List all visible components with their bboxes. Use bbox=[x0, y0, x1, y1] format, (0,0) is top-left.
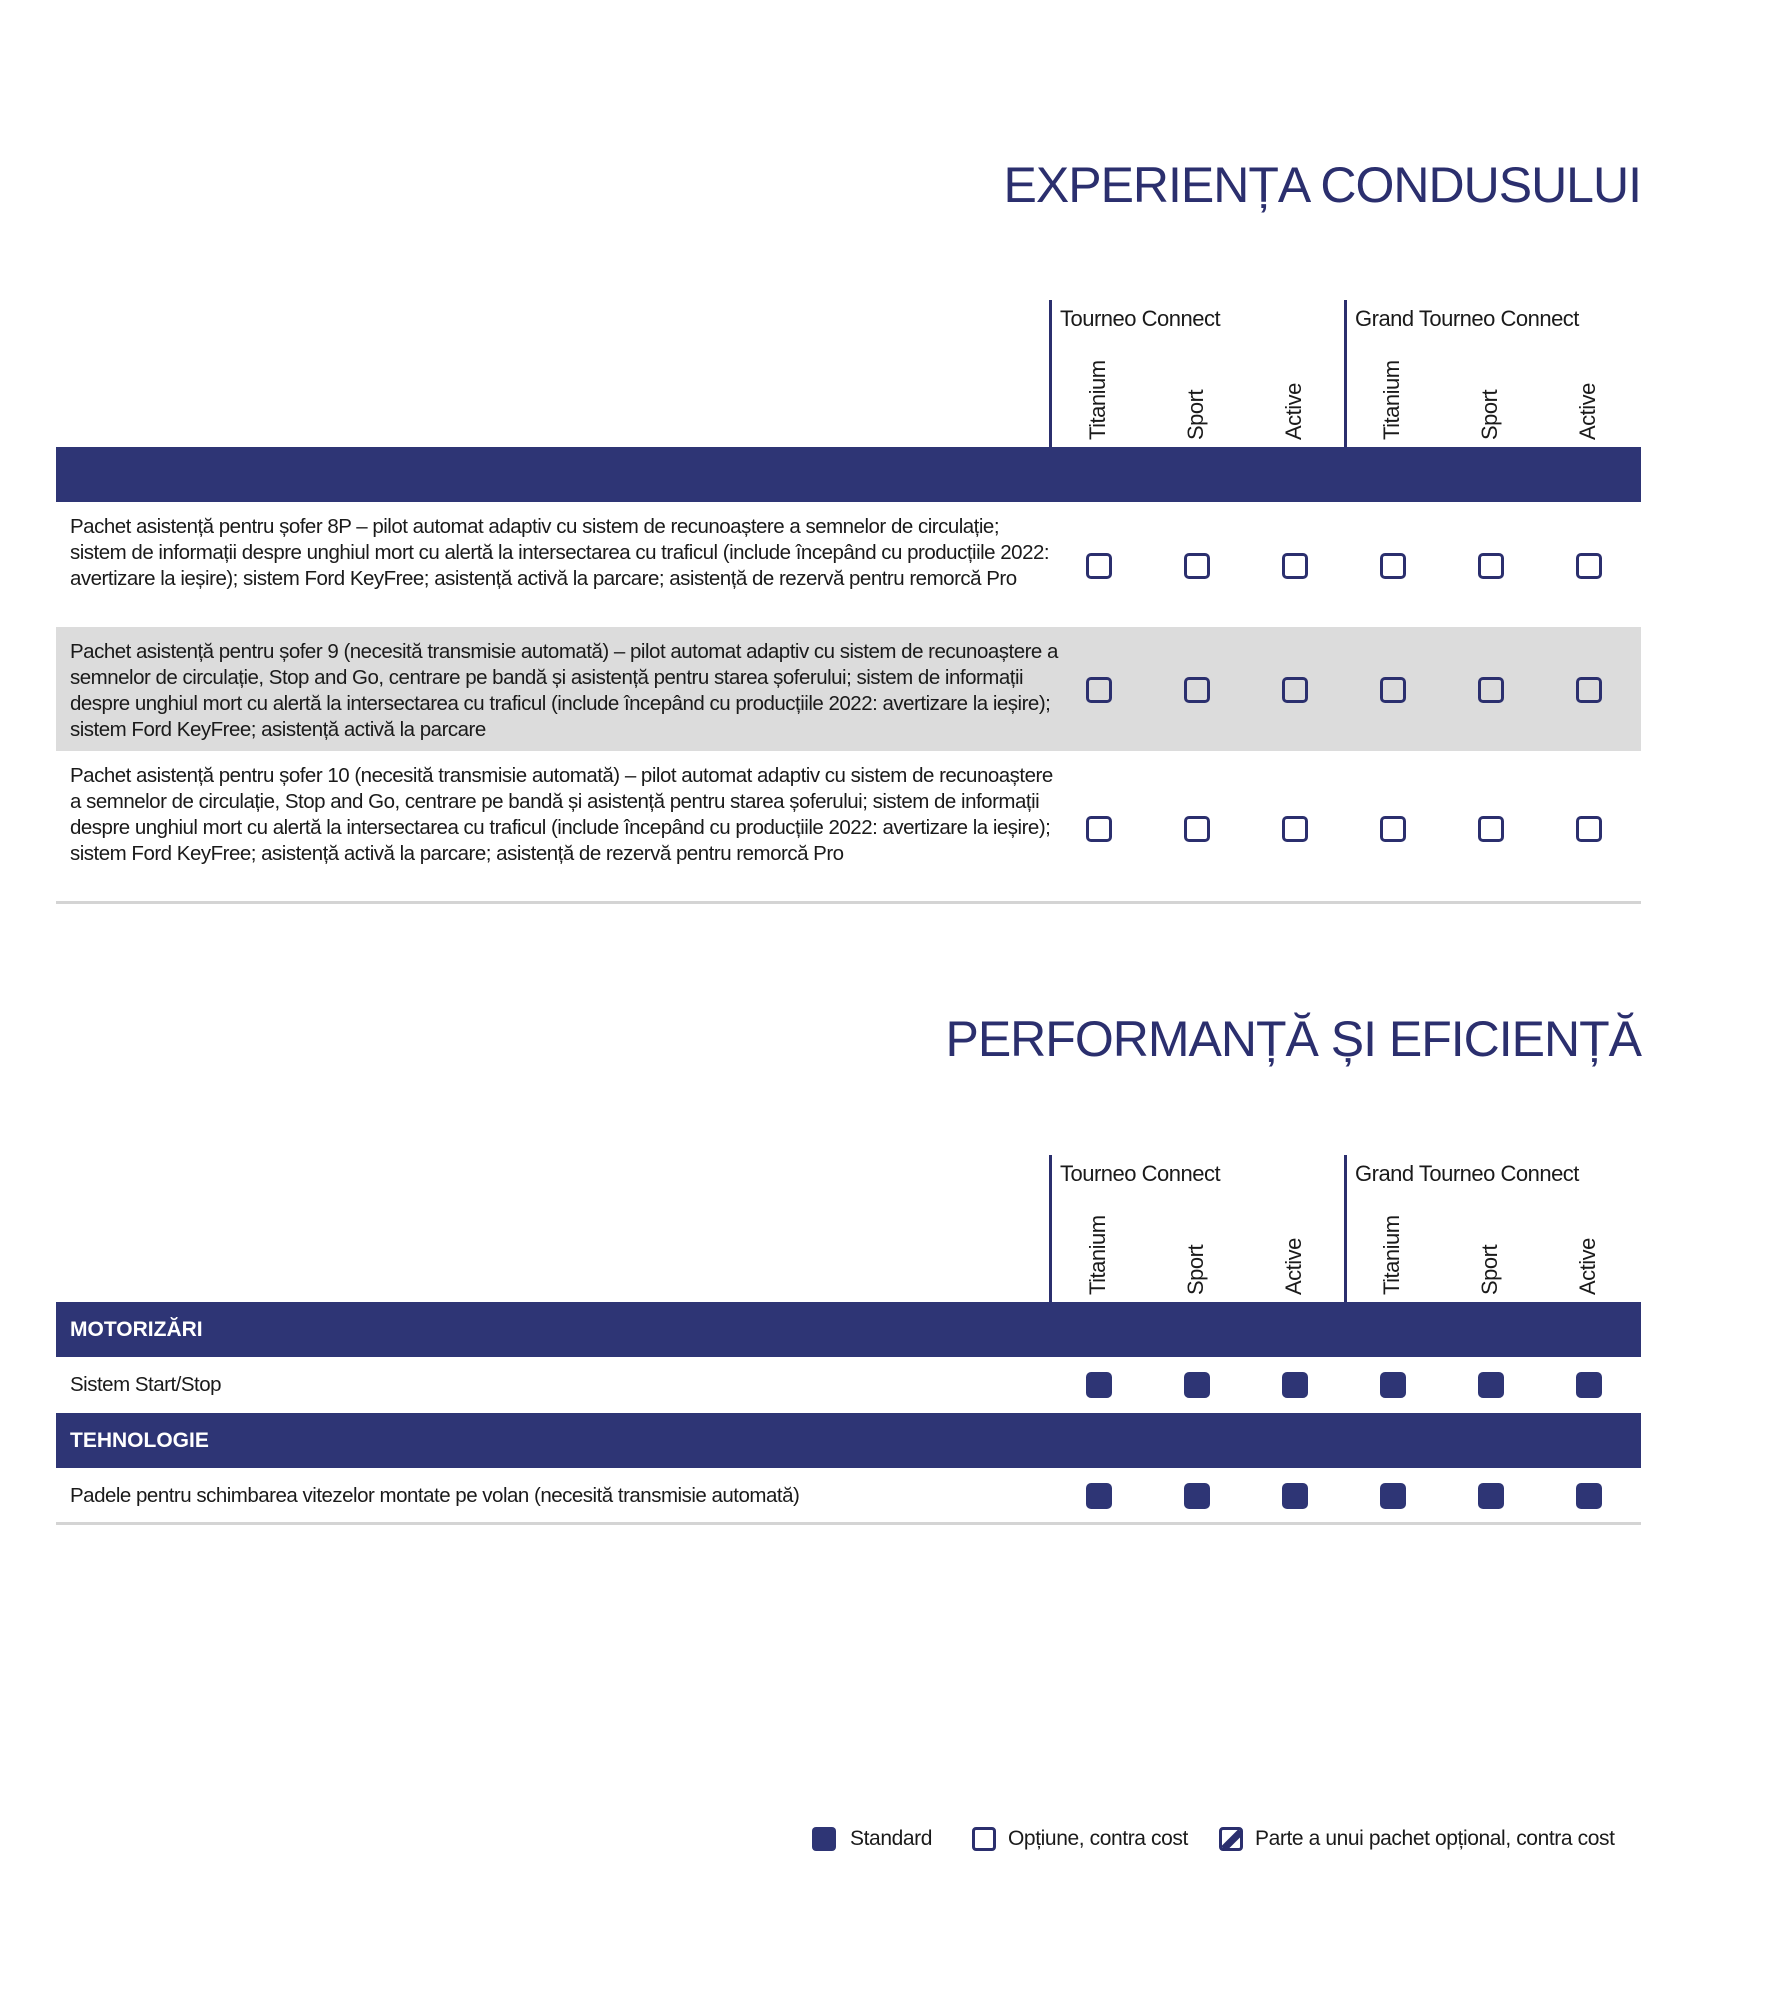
group-divider bbox=[1344, 1155, 1347, 1302]
group-divider bbox=[1049, 1155, 1052, 1302]
standard-mark-icon bbox=[1184, 1372, 1210, 1398]
group-grand-tourneo-connect: Grand Tourneo Connect bbox=[1355, 1161, 1579, 1186]
category-bar bbox=[56, 447, 1641, 502]
option-mark-icon bbox=[1086, 553, 1112, 579]
row-description: Pachet asistență pentru șofer 10 (necesită transmisie automată) – pilot automat adaptiv cu sistem de recunoaștere a semnelor de circulație, Stop and Go, centrare pe bandă și asistență pentru starea șoferului; sistem de informații despre unghiul mort cu alertă la intersectarea cu traficul (include începând cu producțiile 2022: avertizare la ieșire); sistem Ford KeyFree; asistență activă la parcare; asistență de rezervă pentru remorcă Pro bbox=[70, 764, 1053, 865]
option-mark-icon bbox=[1184, 816, 1210, 842]
variant-titanium: Titanium bbox=[1379, 1215, 1404, 1295]
group-tourneo-connect: Tourneo Connect bbox=[1060, 306, 1221, 331]
variant-titanium: Titanium bbox=[1379, 360, 1404, 440]
category-bar-engines: MOTORIZĂRI bbox=[56, 1302, 1641, 1357]
option-mark-icon bbox=[1086, 816, 1112, 842]
section-title-performance: PERFORMANȚĂ ȘI EFICIENȚĂ bbox=[945, 1011, 1641, 1067]
standard-mark-icon bbox=[1282, 1483, 1308, 1509]
option-mark-icon bbox=[1282, 816, 1308, 842]
category-bar-technology: TEHNOLOGIE bbox=[56, 1413, 1641, 1468]
option-mark-icon bbox=[1576, 816, 1602, 842]
option-mark-icon bbox=[1380, 816, 1406, 842]
option-mark-icon bbox=[1184, 677, 1210, 703]
option-mark-icon bbox=[1380, 553, 1406, 579]
standard-mark-icon bbox=[1086, 1483, 1112, 1509]
group-grand-tourneo-connect: Grand Tourneo Connect bbox=[1355, 306, 1579, 331]
row-description: Pachet asistență pentru șofer 9 (necesită transmisie automată) – pilot automat adaptiv cu sistem de recunoaștere a semnelor de circulație, Stop and Go, centrare pe bandă și asistență pentru starea șoferului; sistem de informații despre unghiul mort cu alertă la intersectarea cu traficul (include începând cu producțiile 2022: avertizare la ieșire); sistem Ford KeyFree; asistență activă la parcare bbox=[70, 640, 1058, 741]
row-description: Sistem Start/Stop bbox=[70, 1373, 222, 1396]
option-mark-icon bbox=[1478, 816, 1504, 842]
option-mark-icon bbox=[1282, 677, 1308, 703]
table-bottom-rule bbox=[56, 901, 1641, 904]
variant-titanium: Titanium bbox=[1085, 360, 1110, 440]
standard-mark-icon bbox=[1184, 1483, 1210, 1509]
option-square-icon bbox=[972, 1827, 996, 1851]
row-description: Padele pentru schimbarea vitezelor montate pe volan (necesită transmisie automată) bbox=[70, 1484, 800, 1507]
table-bottom-rule bbox=[56, 1522, 1641, 1525]
option-mark-icon bbox=[1478, 553, 1504, 579]
option-mark-icon bbox=[1086, 677, 1112, 703]
standard-mark-icon bbox=[1380, 1372, 1406, 1398]
variant-sport: Sport bbox=[1477, 1244, 1502, 1295]
column-header-driving-experience bbox=[1049, 300, 1641, 452]
variant-sport: Sport bbox=[1183, 1244, 1208, 1295]
option-mark-icon bbox=[1478, 677, 1504, 703]
option-mark-icon bbox=[1184, 553, 1210, 579]
standard-mark-icon bbox=[1576, 1372, 1602, 1398]
option-mark-icon bbox=[1380, 677, 1406, 703]
variant-titanium: Titanium bbox=[1085, 1215, 1110, 1295]
group-tourneo-connect: Tourneo Connect bbox=[1060, 1161, 1221, 1186]
standard-mark-icon bbox=[1282, 1372, 1308, 1398]
group-divider bbox=[1344, 300, 1347, 447]
variant-active: Active bbox=[1575, 1238, 1600, 1295]
group-divider bbox=[1049, 300, 1052, 447]
variant-sport: Sport bbox=[1183, 389, 1208, 440]
column-header-performance bbox=[1049, 1155, 1641, 1307]
standard-mark-icon bbox=[1380, 1483, 1406, 1509]
package-square-icon bbox=[1219, 1827, 1243, 1851]
row-description: Pachet asistență pentru șofer 8P – pilot automat adaptiv cu sistem de recunoaștere a semnelor de circulație; sistem de informații despre unghiul mort cu alertă la intersectarea cu traficul (include începând cu producțiile 2022: avertizare la ieșire); sistem Ford KeyFree; asistență activă la parcare; asistență de rezervă pentru remorcă Pro bbox=[70, 515, 1050, 590]
variant-active: Active bbox=[1575, 383, 1600, 440]
variant-active: Active bbox=[1281, 383, 1306, 440]
standard-mark-icon bbox=[1478, 1372, 1504, 1398]
standard-mark-icon bbox=[1086, 1372, 1112, 1398]
option-mark-icon bbox=[1576, 553, 1602, 579]
standard-mark-icon bbox=[1478, 1483, 1504, 1509]
variant-sport: Sport bbox=[1477, 389, 1502, 440]
option-mark-icon bbox=[1576, 677, 1602, 703]
variant-active: Active bbox=[1281, 1238, 1306, 1295]
section-title-driving-experience: EXPERIENȚA CONDUSULUI bbox=[1003, 157, 1641, 213]
standard-mark-icon bbox=[1576, 1483, 1602, 1509]
option-mark-icon bbox=[1282, 553, 1308, 579]
standard-square-icon bbox=[812, 1827, 836, 1851]
